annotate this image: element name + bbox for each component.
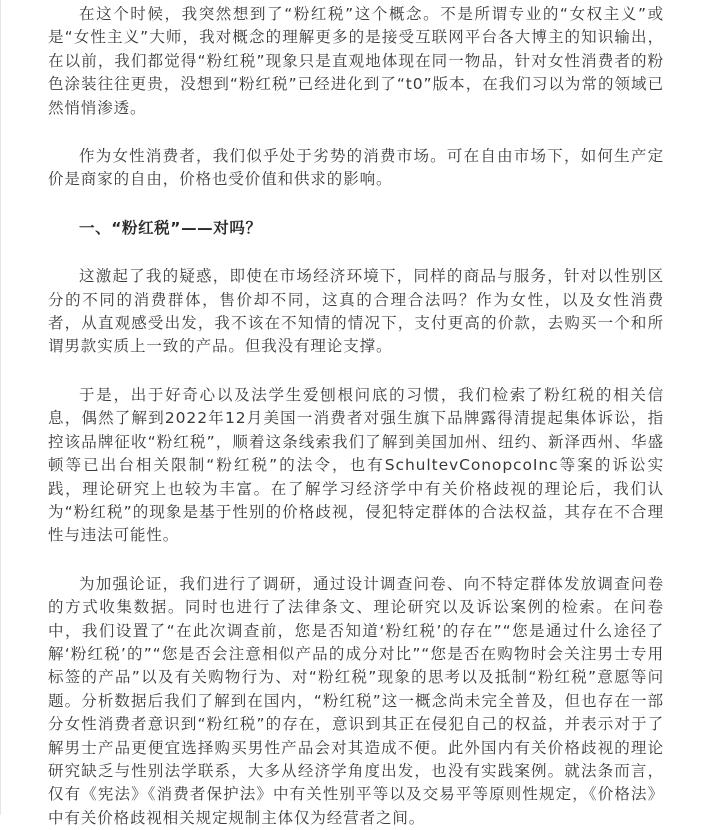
paragraph-pink-tax-concept: 在这个时候，我突然想到了“粉红税”这个概念。不是所谓专业的“女权主义”或是“女性主义”大师，我对概念的理解更多的是接受互联网平台各大博主的知识输出，在以前，我们都觉得“粉红税”现象只是直观地体现在同一物品，针对女性消费者的粉色涂装往往更贵，没想到“粉红税”已经进化到了“t0”版本，在我们习以为常的领域已然悄悄渗透。	[48, 5, 664, 117]
section-heading: 一、“粉红税”——对吗？	[79, 218, 262, 237]
paragraph-spacer	[48, 240, 664, 265]
paragraph-spacer	[48, 359, 664, 384]
paragraph-female-consumers: 作为女性消费者，我们似乎处于劣势的消费市场。可在自由市场下，如何生产定价是商家的自由，价格也受价值和供求的影响。	[48, 147, 664, 189]
paragraph-survey: 为加强论证，我们进行了调研，通过设计调查问卷、向不特定群体发放调查问卷的方式收集数据。同时也进行了法律条文、理论研究以及诉讼案例的检索。在问卷中，我们设置了“在此次调查前，您是否知道‘粉红税’的存在”“您是通过什么途径了解‘粉红税’的”“您是否会注意相似产品的成分对比”“您是否在购物时会关注男士专用标签的产品”以及有关购物行为、对“粉红税”现象的思考以及抵制“粉红税”意愿等问题。分析数据后我们了解到在国内，“粉红税”这一概念尚未完全普及，但也存在一部分女性消费者意识到“粉红税”的存在，意识到其正在侵犯自己的权益，并表示对于了解男士产品更便宜选择购买男性产品会对其造成不便。此外国内有关价格歧视的理论研究缺乏与性别法学联系，大多从经济学角度出发，也没有实践案例。就法条而言，仅有《宪法》《消费者保护法》中有关性别平等以及交易平等原则性规定，《价格法》中有关价格歧视相关规定规制主体仅为经营者之间。	[48, 574, 664, 827]
paragraph-spacer	[48, 120, 664, 145]
paragraph-spacer	[48, 548, 664, 573]
article-body	[48, 3, 664, 830]
paragraph-doubt: 这激起了我的疑惑，即使在市场经济环境下，同样的商品与服务，针对以性别区分的不同的消费群体，售价却不同，这真的合理合法吗？作为女性，以及女性消费者，从直观感受出发，我不该在不知情的情况下，支付更高的价款，去购买一个和所谓男款实质上一致的产品。但我没有理论支撑。	[48, 267, 664, 356]
paragraph-research-background: 于是，出于好奇心以及法学生爱刨根问底的习惯，我们检索了粉红税的相关信息，偶然了解到2022年12月美国一消费者对强生旗下品牌露得清提起集体诉讼，指控该品牌征收“粉红税”，顺着这条线索我们了解到美国加州、纽约、新泽西州、华盛顿等已出台相关限制“粉红税”的法令，也有SchultevConopcoInc等案的诉讼实践，理论研究上也较为丰富。在了解学习经济学中有关价格歧视的理论后，我们认为“粉红税”的现象是基于性别的价格歧视，侵犯特定群体的合法权益，其存在不合理性与违法可能性。	[48, 385, 664, 545]
paragraph-spacer	[48, 192, 664, 217]
